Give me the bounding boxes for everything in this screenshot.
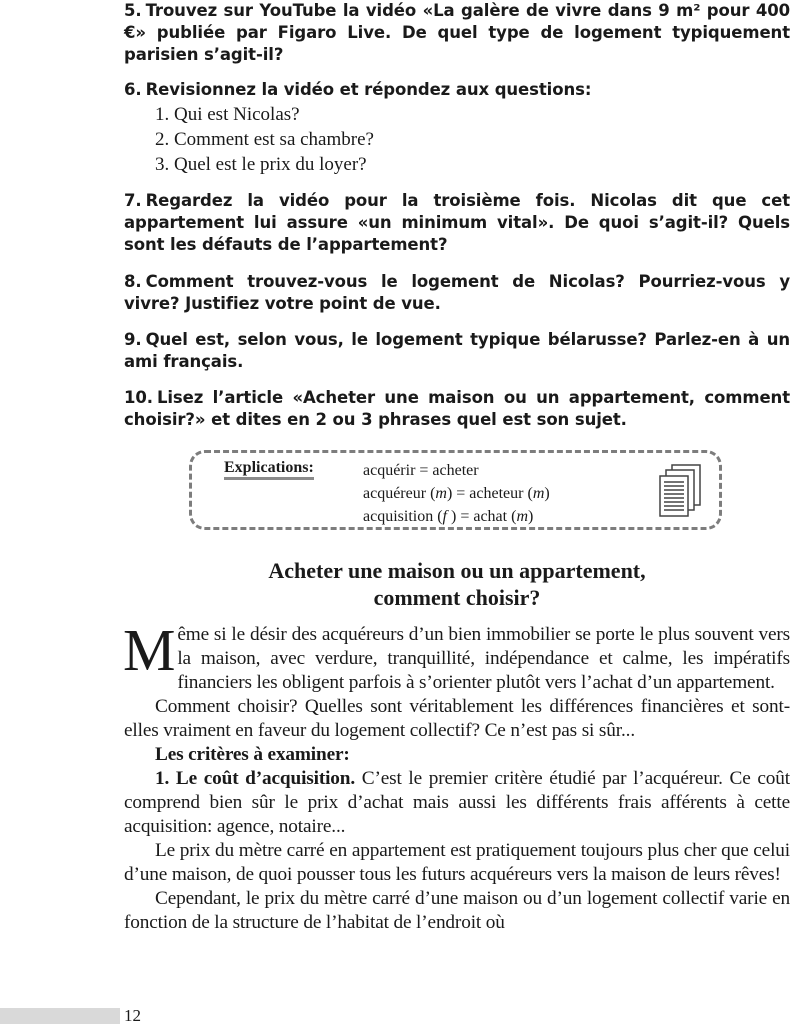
sub-questions (155, 102, 374, 177)
article-title-line-2: comment choisir? (373, 585, 541, 610)
question-number: 7. (124, 191, 142, 210)
article-paragraph-5: Cependant, le prix du mètre carré d’une maison ou d’un logement collectif varie en fonction de la structure de l’habitat de l’endroit où (124, 888, 790, 933)
question-6 (124, 79, 790, 101)
question-text: Regardez la vidéo pour la troisième fois. Nicolas dit que cet appartement lui assure «un minimum vital». De quoi s’agit-il? Quels sont les défauts de l’appartement? (124, 191, 790, 254)
question-5 (124, 0, 790, 66)
question-text: Quel est, selon vous, le logement typique bélarusse? Parlez-en à un ami français. (124, 330, 790, 371)
question-text: Revisionnez la vidéo et répondez aux questions: (145, 80, 592, 99)
article-paragraph-4: Le prix du mètre carré en appartement est pratiquement toujours plus cher que celui d’une maison, de quoi pousser tous les futurs acquéreurs vers la maison de leurs rêves! (124, 840, 790, 885)
documents-icon (658, 463, 702, 521)
question-8 (124, 271, 790, 315)
explications-label: Explications: (224, 459, 314, 480)
sub-question: 3. Quel est le prix du loyer? (155, 154, 367, 175)
article-title-line-1: Acheter une maison ou un appartement, (268, 558, 646, 583)
question-number: 9. (124, 330, 142, 349)
article-body (123, 617, 790, 935)
criteria-heading: Les critères à examiner: (155, 744, 350, 765)
page-footer-bar (0, 1008, 120, 1024)
question-number: 8. (124, 272, 142, 291)
explication-item: acquérir = acheter (363, 462, 479, 479)
paragraph-text: C’est le premier critère étudié par l’acquéreur. Ce coût comprend bien sûr le prix d’achat mais aussi les différents frais afférents à cette acquisition: agence, notaire... (124, 768, 790, 837)
sub-question: 2. Comment est sa chambre? (155, 129, 374, 150)
paragraph-text: ême si le désir des acquéreurs d’un bien immobilier se porte le plus souvent vers la maison, avec verdure, tranquillité, indépendance et calme, les impératifs financiers les obligent parfois à s’orienter plutôt vers l’achat d’un appartement. (177, 624, 790, 693)
question-number: 6. (124, 80, 142, 99)
question-number: 10. (124, 388, 153, 407)
question-10 (124, 387, 790, 431)
article-paragraph-2: Comment choisir? Quelles sont véritablement les différences financières et sont-elles vraiment en faveur du logement collectif? Ce n’est pas si sûr... (124, 696, 790, 741)
page-number: 12 (124, 1006, 141, 1025)
explication-item: acquisition (f ) = achat (m) (363, 508, 534, 525)
explications-box (189, 450, 722, 530)
question-text: Lisez l’article «Acheter une maison ou un appartement, comment choisir?» et dites en 2 ou 3 phrases quel est son sujet. (124, 388, 790, 429)
question-text: Comment trouvez-vous le logement de Nicolas? Pourriez-vous y vivre? Justifiez votre point de vue. (124, 272, 790, 313)
explication-item: acquéreur (m) = acheteur (m) (363, 485, 550, 502)
sub-question: 1. Qui est Nicolas? (155, 104, 300, 125)
article-paragraph-1 (123, 617, 790, 695)
explications-list (363, 459, 550, 528)
article-title (124, 557, 790, 611)
article-paragraph-3 (124, 767, 790, 839)
drop-cap: M (123, 617, 176, 683)
question-number: 5. (124, 1, 142, 20)
criterion-title: 1. Le coût d’acquisition. (155, 768, 356, 789)
question-text: Trouvez sur YouTube la vidéo «La galère de vivre dans 9 m² pour 400 €» publiée par Figaro Live. De quel type de logement typiquement parisien s’agit-il? (124, 1, 790, 64)
question-7 (124, 190, 790, 256)
question-9 (124, 329, 790, 373)
